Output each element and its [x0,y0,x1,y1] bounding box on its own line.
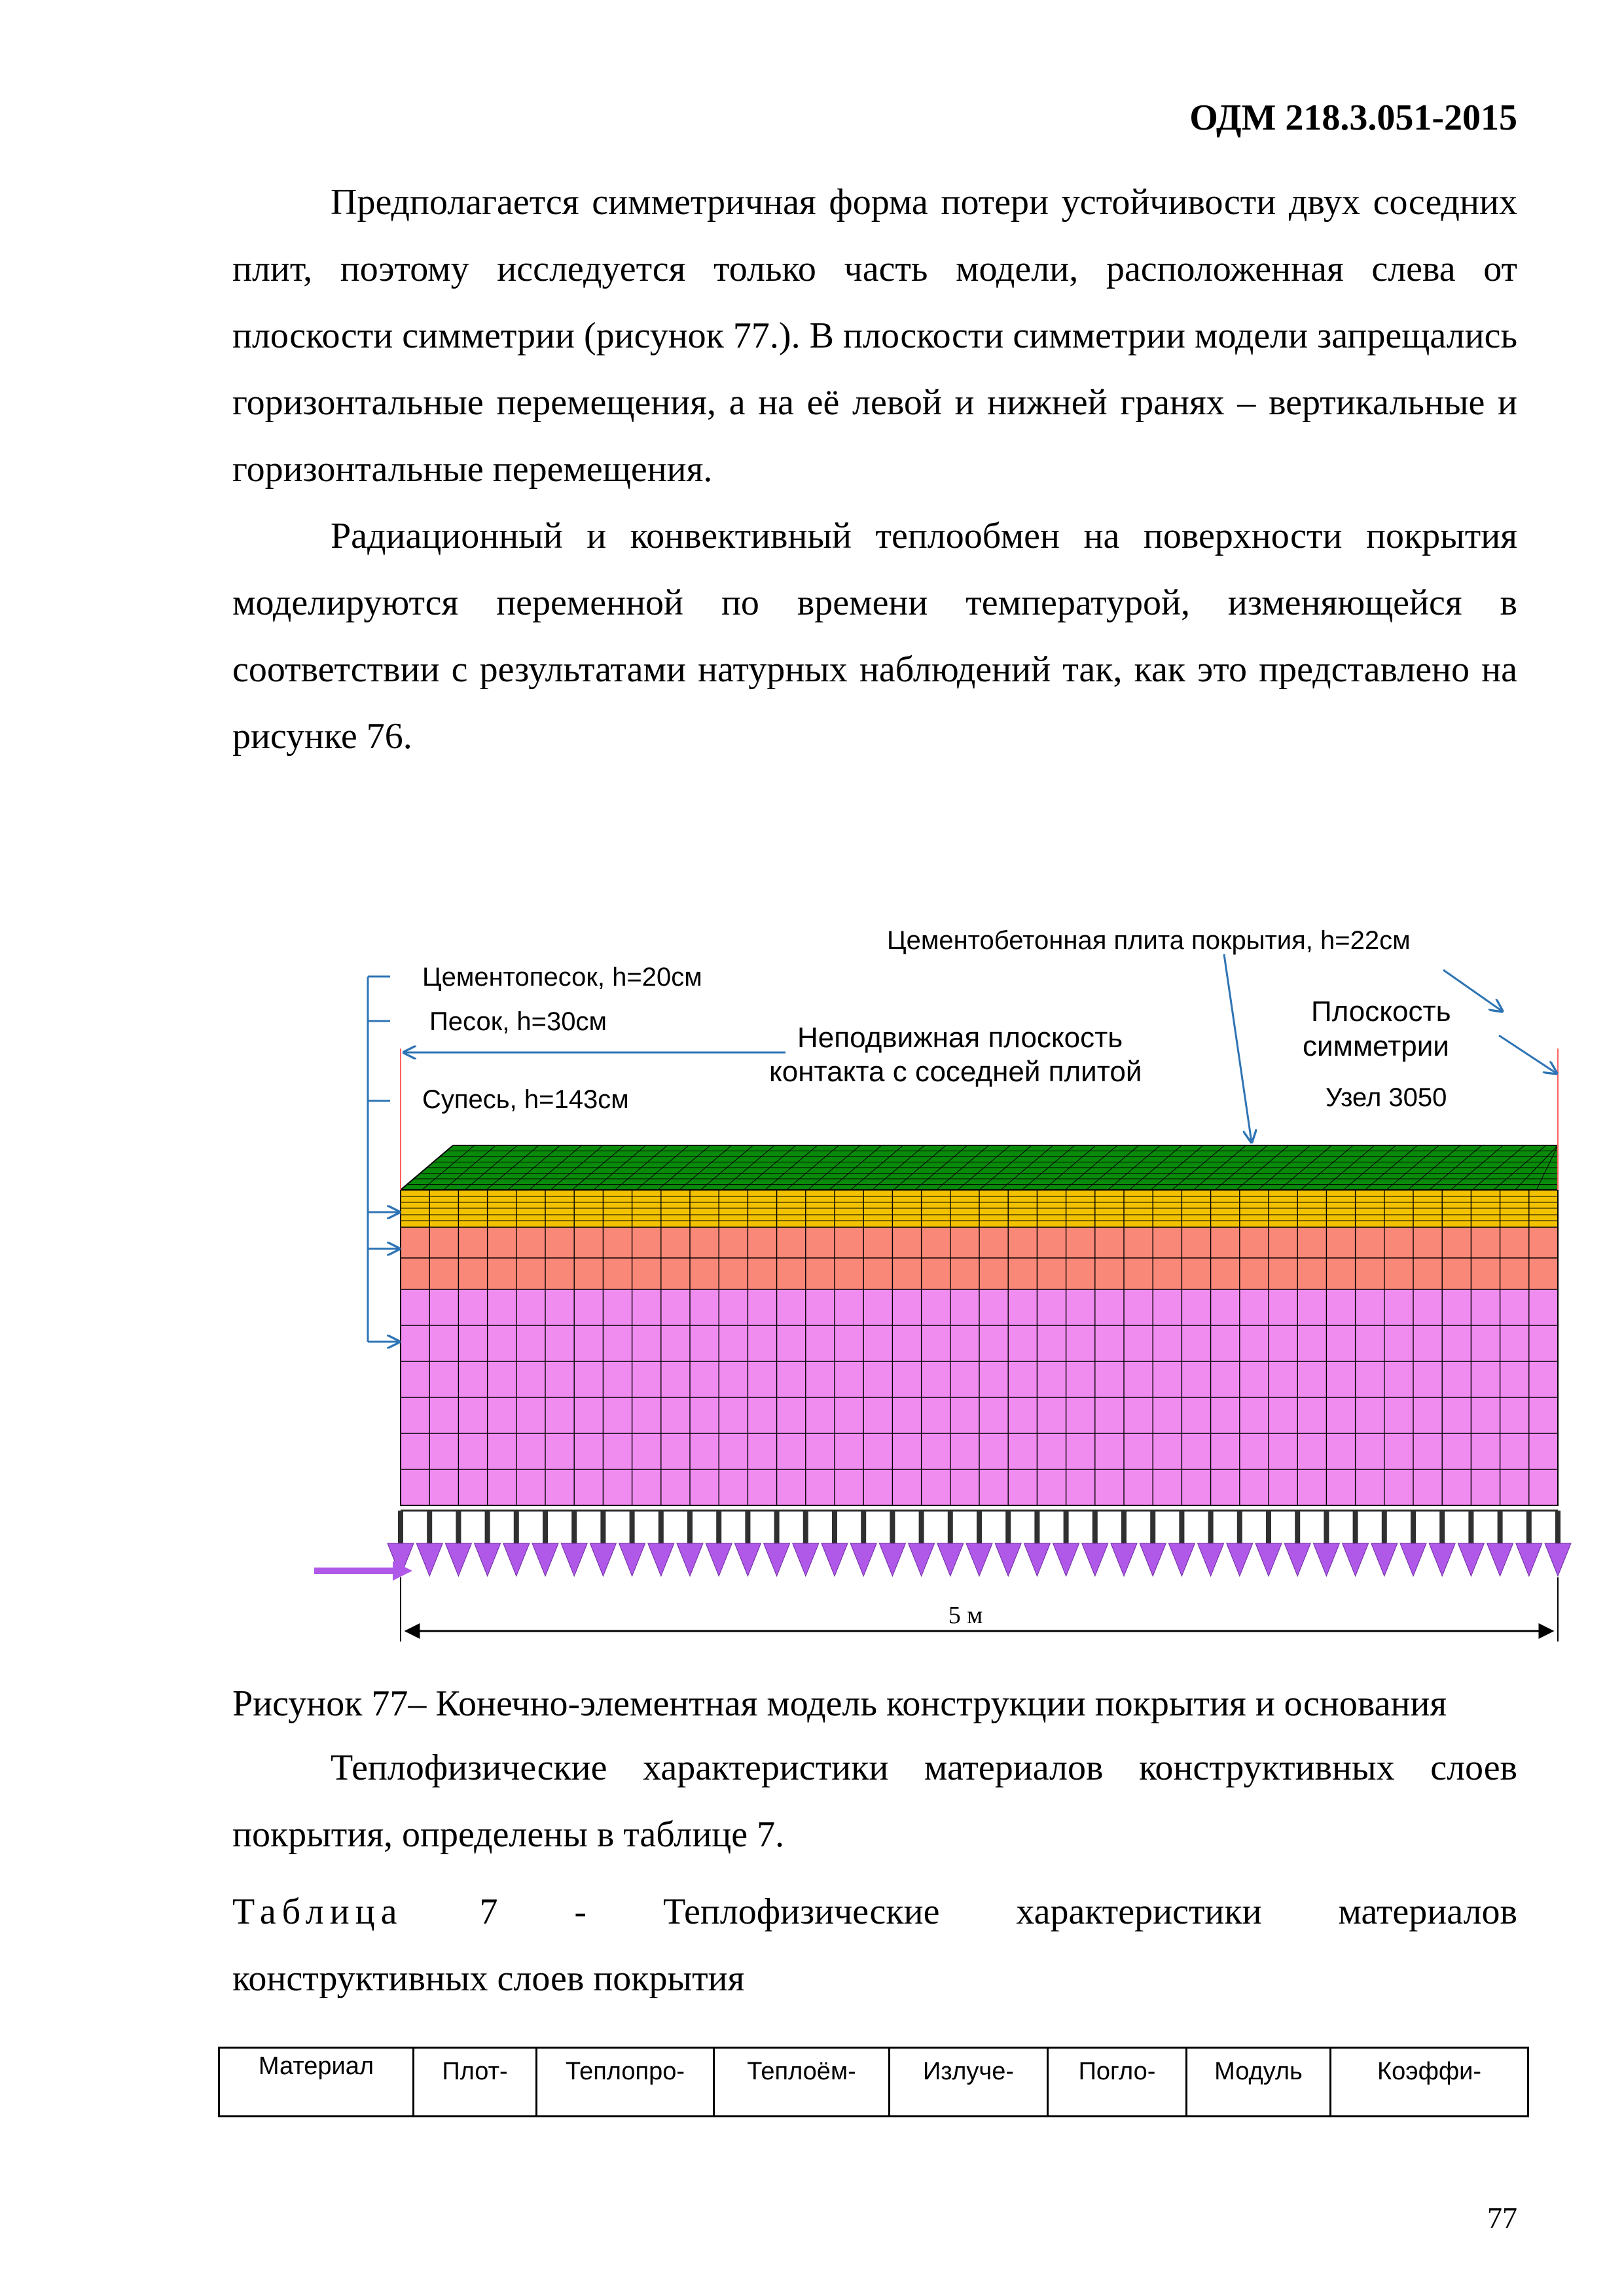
left-bracket [368,977,399,1342]
table-caption-dash: - [574,1892,587,1932]
header-absorption: Погло- [1048,2048,1187,2117]
label-cement-sand: Цементопесок, h=20см [422,963,702,992]
paragraph-heat-exchange: Радиационный и конвективный теплообмен на поверхности покрытия моделируются переменной по времени температурой, изменяющейся в соответствии с результатами натурных наблюдений так, как это представлено на рисунке 76. [232,516,1517,757]
support-constraints [388,1511,1571,1576]
page-number: 77 [1487,2201,1517,2234]
figure-caption: Рисунок 77– Конечно-элементная модель конструкции покрытия и основания [232,1683,1447,1724]
label-node: Узел 3050 [1326,1083,1447,1112]
header-heat-capacity: Теплоём- [714,2048,890,2117]
label-sandy-loam: Супесь, h=143см [422,1085,629,1114]
table-caption-line2: конструктивных слоев покрытия [232,1958,745,1999]
paragraph-table-ref: Теплофизические характеристики материалов конструктивных слоев покрытия, определены в таблице 7. [232,1748,1517,1855]
table-caption-w1: Теплофизические [662,1892,940,1932]
table-caption-word: Таблица [232,1892,403,1932]
slab-arrow [1224,954,1252,1142]
paragraph-symmetry: Предполагается симметричная форма потери устойчивости двух соседних плит, поэтому исследуется только часть модели, расположенная слева от плоскости симметрии (рисунок 77.). В плоскости симметрии модели запрещались горизонтальные перемещения, а на её левой и нижней гранях – вертикальные и горизонтальные перемещения. [232,182,1517,490]
header-material: Материал [219,2048,414,2117]
label-fixed-plane-2: контакта с соседней плитой [769,1056,1142,1088]
header-modulus: Модуль [1187,2048,1331,2117]
table-caption-w2: характеристики [1016,1892,1262,1932]
table-caption-number: 7 [479,1892,498,1932]
dimension-label: 5 м [948,1602,983,1629]
symmetry-arrow-1 [1443,970,1502,1011]
header-conductivity: Теплопро- [537,2048,714,2117]
fe-mesh [401,1145,1558,1505]
label-symmetry-1: Плоскость [1311,996,1451,1028]
header-density: Плот- [414,2048,537,2117]
label-fixed-plane-1: Неподвижная плоскость [797,1022,1123,1054]
table-header-row [219,2048,1528,2117]
fe-model-figure [301,910,1584,1656]
table-caption [232,1878,1517,2012]
materials-table [218,2047,1529,2117]
label-symmetry-2: симметрии [1303,1030,1449,1062]
label-concrete-slab: Цементобетонная плита покрытия, h=22см [887,926,1411,955]
table-caption-w3: материалов [1338,1892,1517,1932]
document-code: ОДМ 218.3.051-2015 [1189,98,1517,138]
symmetry-arrow-2 [1499,1035,1557,1073]
header-coefficient: Коэффи- [1331,2048,1528,2117]
header-emissivity: Излуче- [890,2048,1048,2117]
label-sand: Песок, h=30см [429,1007,607,1036]
